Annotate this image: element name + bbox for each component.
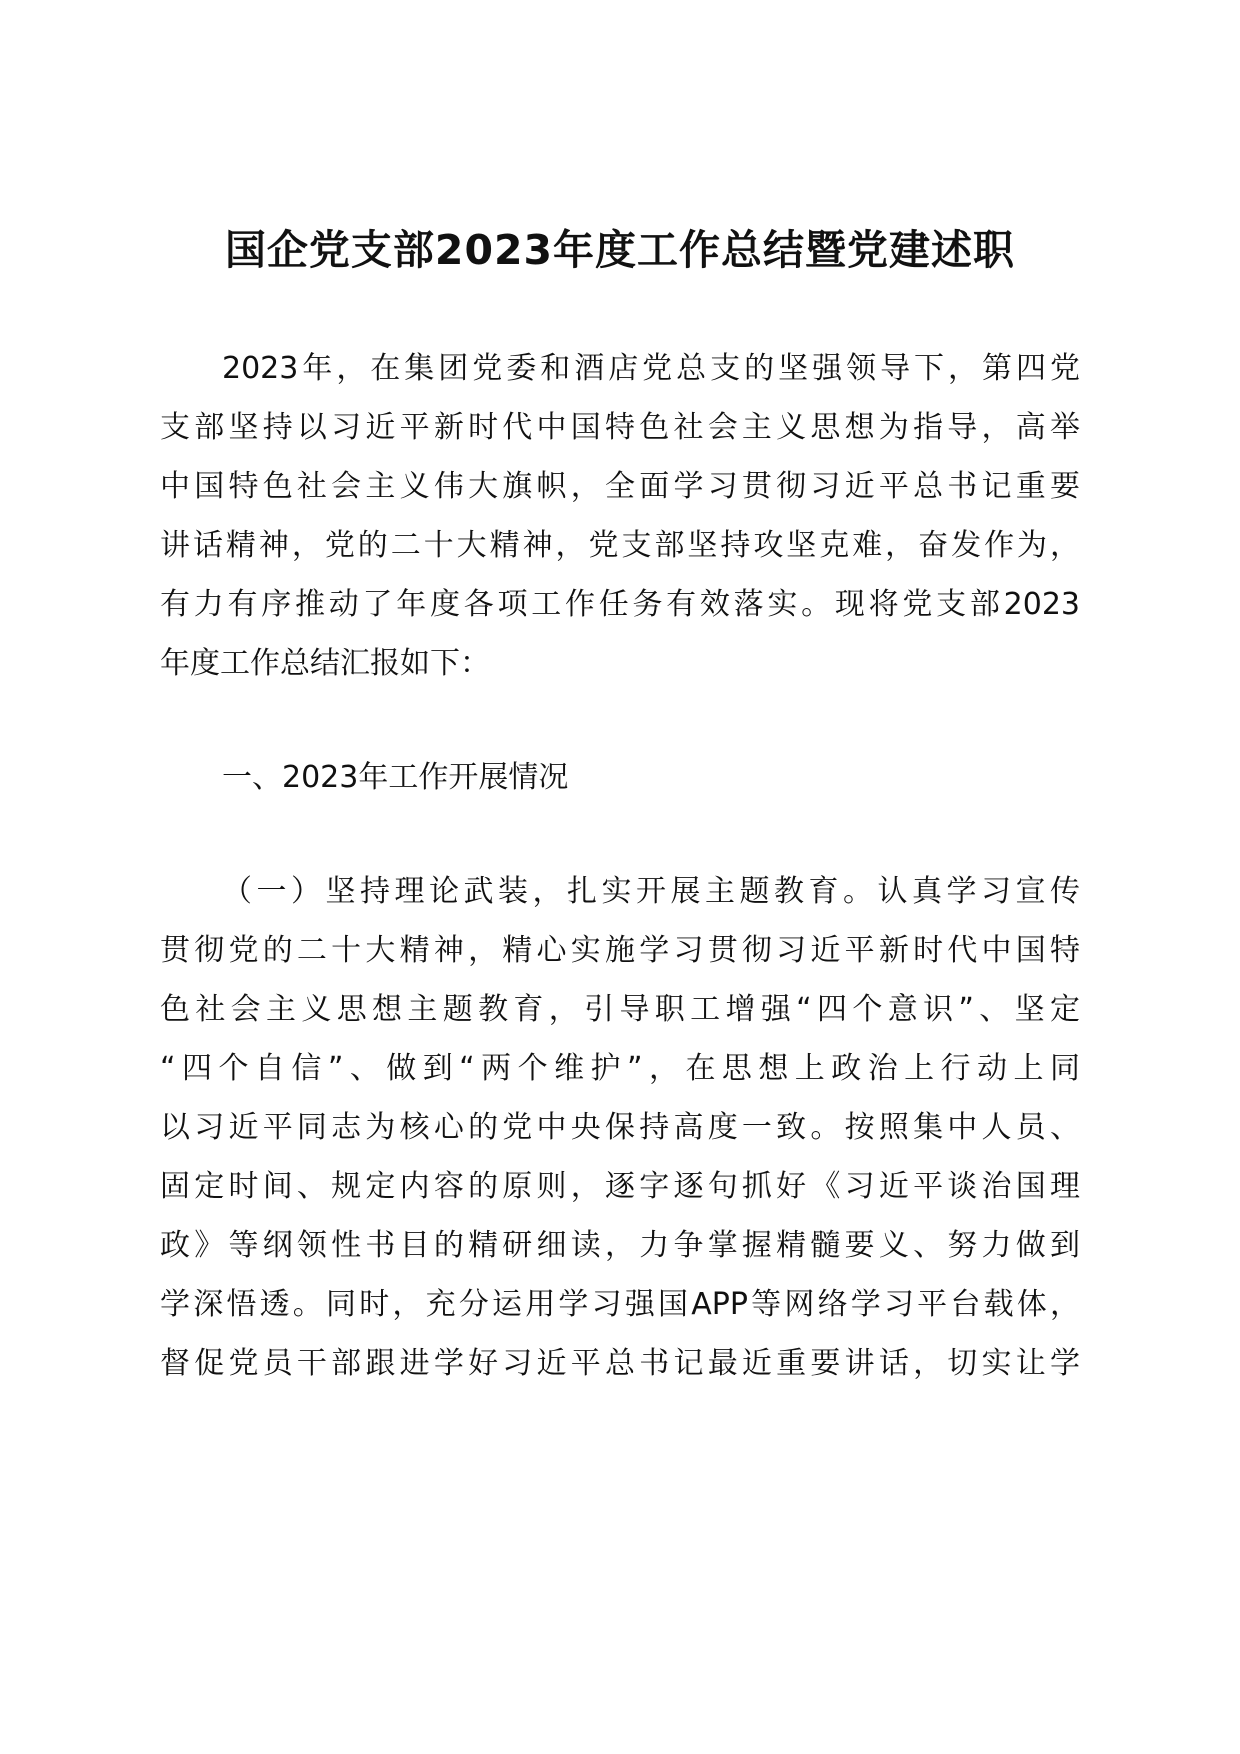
subsection-line-4: “四个自信”、做到“两个维护”，在思想上政治上行动上同 (160, 1051, 1080, 1086)
intro-line-1: 2023年，在集团党委和酒店党总支的坚强领导下，第四党 (222, 351, 1080, 386)
subsection-line-9: 督促党员干部跟进学好习近平总书记最近重要讲话，切实让学 (160, 1346, 1080, 1381)
intro-line-2: 支部坚持以习近平新时代中国特色社会主义思想为指导，高举 (160, 410, 1080, 445)
subsection-line-3: 色社会主义思想主题教育，引导职工增强“四个意识”、坚定 (160, 992, 1080, 1027)
subsection-line-5: 以习近平同志为核心的党中央保持高度一致。按照集中人员、 (160, 1110, 1080, 1145)
document-title: 国企党支部2023年度工作总结暨党建述职 (224, 226, 1016, 274)
subsection-line-6: 固定时间、规定内容的原则，逐字逐句抓好《习近平谈治国理 (160, 1169, 1080, 1204)
subsection-line-8: 学深悟透。同时，充分运用学习强国APP等网络学习平台载体， (160, 1287, 1080, 1322)
subsection-line-2: 贯彻党的二十大精神，精心实施学习贯彻习近平新时代中国特 (160, 933, 1080, 968)
subsection-line-7: 政》等纲领性书目的精研细读，力争掌握精髓要义、努力做到 (160, 1228, 1080, 1263)
intro-line-4: 讲话精神，党的二十大精神，党支部坚持攻坚克难，奋发作为， (160, 528, 1080, 563)
subsection-line-1: （一）坚持理论武装，扎实开展主题教育。认真学习宣传 (222, 874, 1080, 909)
intro-line-3: 中国特色社会主义伟大旗帜，全面学习贯彻习近平总书记重要 (160, 469, 1080, 504)
intro-line-6: 年度工作总结汇报如下： (160, 646, 490, 681)
intro-line-5: 有力有序推动了年度各项工作任务有效落实。现将党支部2023 (160, 587, 1080, 622)
section-heading: 一、2023年工作开展情况 (222, 760, 569, 795)
